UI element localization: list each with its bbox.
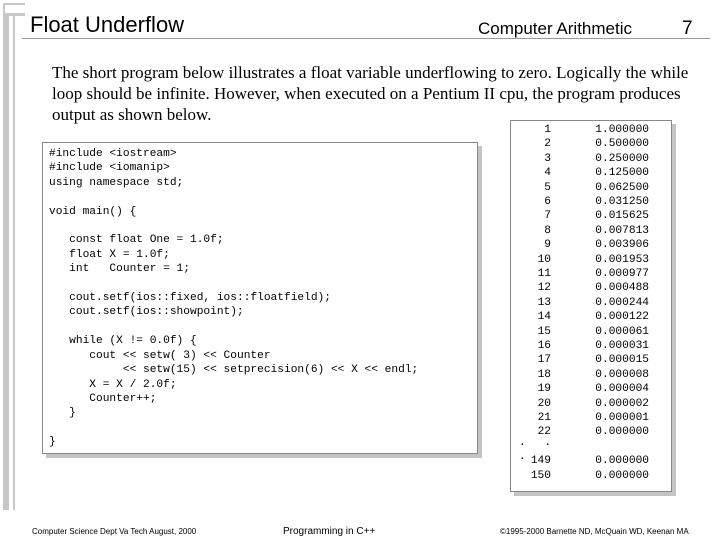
output-counter: 10	[537, 253, 551, 266]
output-row	[511, 310, 671, 324]
output-row	[511, 281, 671, 295]
output-counter: 13	[537, 296, 551, 309]
output-counter: 150	[530, 469, 551, 482]
output-row	[511, 253, 671, 267]
output-counter: 14	[537, 311, 551, 324]
code-line: #include <iomanip>	[49, 162, 170, 175]
code-listing-box	[42, 142, 478, 454]
output-row	[511, 209, 671, 223]
code-line: using namespace std;	[49, 176, 184, 189]
code-line: while (X != 0.0f) {	[49, 335, 197, 348]
output-row	[511, 296, 671, 310]
output-counter: 22	[537, 426, 551, 439]
output-value: 0.062500	[595, 181, 649, 194]
output-row	[511, 353, 671, 367]
output-row	[511, 382, 671, 396]
output-row	[511, 181, 671, 195]
output-value: 0.500000	[595, 138, 649, 151]
output-ellipsis: . . .	[519, 436, 558, 464]
output-row	[511, 166, 671, 180]
output-counter: 9	[544, 239, 551, 252]
output-row	[511, 137, 671, 151]
output-value: 0.000015	[595, 354, 649, 367]
output-row	[511, 123, 671, 137]
output-counter: 5	[544, 181, 551, 194]
output-value: 0.000977	[595, 268, 649, 280]
output-row	[511, 397, 671, 411]
output-row	[511, 238, 671, 252]
output-counter: 16	[537, 340, 551, 352]
code-line: float X = 1.0f;	[49, 248, 170, 261]
output-value: 0.000004	[595, 383, 649, 396]
slide-title: Float Underflow	[30, 12, 185, 37]
output-counter: 8	[544, 224, 551, 237]
output-value: 0.000061	[595, 325, 649, 338]
footer-right: ©1995-2000 Barnette ND, McQuain WD, Keenan MA	[500, 527, 689, 536]
code-line: X = X / 2.0f;	[49, 378, 177, 391]
output-row	[511, 152, 671, 166]
code-listing	[49, 147, 418, 450]
output-value: 0.000000	[595, 469, 649, 482]
output-counter: 21	[537, 412, 551, 424]
output-value: 0.000000	[595, 455, 649, 468]
output-counter: 3	[544, 152, 551, 165]
slide-corner-decoration	[3, 3, 25, 5]
output-row	[511, 195, 671, 209]
slide-left-bar	[3, 13, 9, 510]
output-row	[511, 469, 671, 483]
footer-middle: Programming in C++	[283, 526, 376, 537]
output-value: 0.000002	[595, 397, 649, 410]
code-line: }	[49, 407, 76, 420]
output-value: 0.001953	[595, 253, 649, 266]
output-counter: 149	[530, 455, 551, 468]
code-line: cout.setf(ios::showpoint);	[49, 306, 244, 319]
output-counter: 18	[537, 368, 551, 381]
code-line: cout.setf(ios::fixed, ios::floatfield);	[49, 292, 331, 305]
program-output-box	[510, 120, 672, 492]
output-counter: 4	[544, 167, 551, 180]
output-value: 0.007813	[595, 224, 649, 237]
slide-left-bar	[13, 13, 15, 510]
output-counter: 19	[537, 383, 551, 396]
output-value: 0.000244	[595, 296, 649, 309]
output-counter: 17	[537, 354, 551, 367]
code-line: const float One = 1.0f;	[49, 234, 224, 247]
output-value: 0.000001	[595, 412, 649, 424]
output-value: 1.000000	[595, 124, 649, 136]
output-row	[511, 224, 671, 238]
output-row	[511, 454, 671, 468]
slide-topic: Computer Arithmetic	[478, 19, 632, 38]
output-value: 0.000031	[595, 340, 649, 352]
output-value: 0.250000	[595, 152, 649, 165]
output-value: 0.125000	[595, 167, 649, 180]
output-counter: 15	[537, 325, 551, 338]
slide-corner-decoration	[3, 13, 25, 16]
output-value: 0.000122	[595, 311, 649, 324]
output-counter: 11	[537, 268, 551, 280]
output-counter: 2	[544, 138, 551, 151]
output-value: 0.015625	[595, 210, 649, 223]
output-counter: 12	[537, 282, 551, 295]
output-value: 0.000000	[595, 426, 649, 439]
output-counter: 6	[544, 196, 551, 208]
output-value: 0.031250	[595, 196, 649, 208]
code-line: Counter++;	[49, 392, 157, 405]
output-value: 0.003906	[595, 239, 649, 252]
output-row	[511, 368, 671, 382]
output-row	[511, 325, 671, 339]
intro-paragraph: The short program below illustrates a float variable underflowing to zero. Logically the while loop should be infinite. However, when executed on a Pentium II cpu, the program produces output as shown below.	[52, 63, 689, 124]
output-row	[511, 339, 671, 353]
code-line: << setw(15) << setprecision(6) << X << endl;	[49, 364, 419, 377]
output-row	[511, 411, 671, 425]
output-row	[511, 267, 671, 281]
code-line: cout << setw( 3) << Counter	[49, 349, 271, 362]
code-line: #include <iostream>	[49, 148, 177, 160]
footer-left: Computer Science Dept Va Tech August, 2000	[32, 527, 197, 536]
code-line: }	[49, 436, 56, 449]
output-counter: 1	[544, 124, 551, 136]
output-value: 0.000008	[595, 368, 649, 381]
code-line: void main() {	[49, 205, 137, 218]
output-value: 0.000488	[595, 282, 649, 295]
output-counter: 20	[537, 397, 551, 410]
page-number: 7	[682, 18, 693, 39]
output-counter: 7	[544, 210, 551, 223]
code-line: int Counter = 1;	[49, 263, 190, 276]
